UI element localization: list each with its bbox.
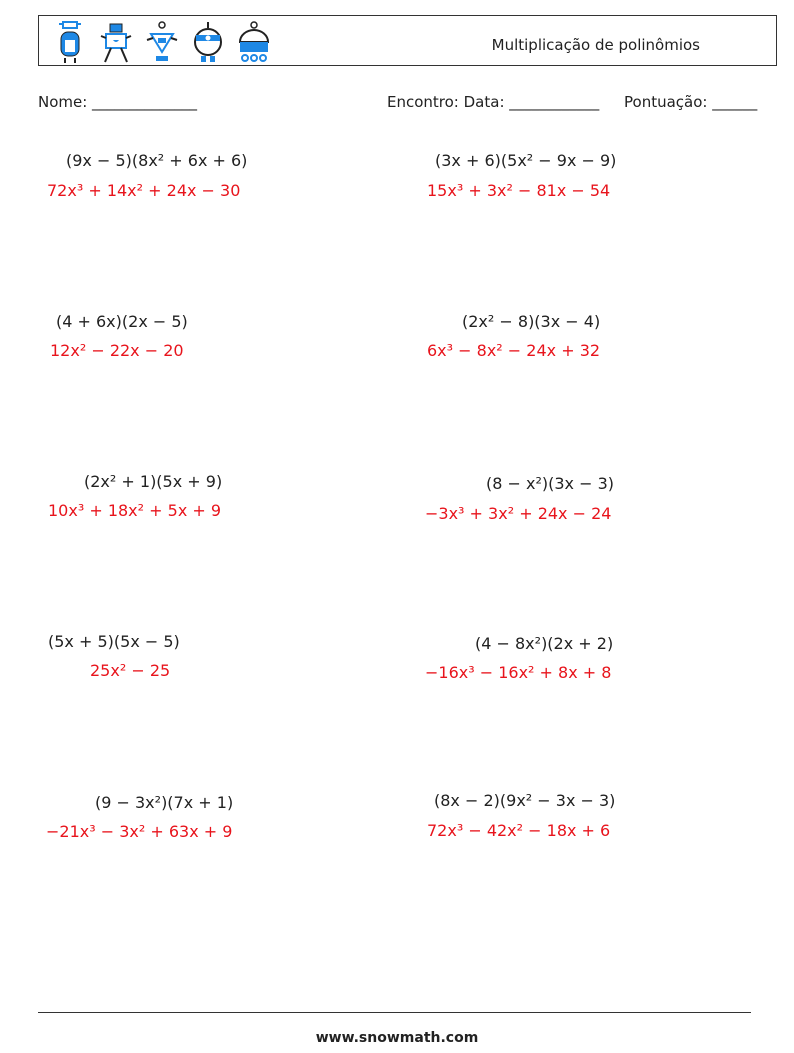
robot-icon	[145, 20, 179, 64]
problem-question: (8x − 2)(9x² − 3x − 3)	[434, 791, 616, 810]
problem-answer: −3x³ + 3x² + 24x − 24	[425, 504, 612, 523]
problem-answer: 12x² − 22x − 20	[50, 341, 184, 360]
robot-icon	[53, 20, 87, 64]
footer-divider	[38, 1012, 751, 1013]
robot-icon	[191, 20, 225, 64]
problem-answer: 72x³ − 42x² − 18x + 6	[427, 821, 611, 840]
problem-question: (9x − 5)(8x² + 6x + 6)	[66, 151, 248, 170]
problem-answer: 6x³ − 8x² − 24x + 32	[427, 341, 601, 360]
problem-question: (9 − 3x²)(7x + 1)	[95, 793, 234, 812]
problem-question: (4 + 6x)(2x − 5)	[56, 312, 188, 331]
problem-question: (2x² + 1)(5x + 9)	[84, 472, 223, 491]
problem-answer: 25x² − 25	[90, 661, 171, 680]
robot-icon	[237, 20, 271, 64]
problem-question: (5x + 5)(5x − 5)	[48, 632, 180, 651]
footer-url[interactable]: www.snowmath.com	[315, 1030, 479, 1046]
problem-question: (4 − 8x²)(2x + 2)	[475, 634, 614, 653]
robot-icons	[53, 20, 271, 64]
problem-answer: 15x³ + 3x² − 81x − 54	[427, 181, 611, 200]
problem-answer: −16x³ − 16x² + 8x + 8	[425, 663, 612, 682]
problem-question: (8 − x²)(3x − 3)	[486, 474, 615, 493]
worksheet-header	[38, 15, 777, 66]
problem-answer: 10x³ + 18x² + 5x + 9	[48, 501, 222, 520]
session-date-field: Encontro: Data: ____________	[387, 93, 600, 111]
problem-question: (3x + 6)(5x² − 9x − 9)	[435, 151, 617, 170]
worksheet-title: Multiplicação de polinômios	[491, 36, 700, 54]
robot-icon	[99, 20, 133, 64]
problem-answer: 72x³ + 14x² + 24x − 30	[47, 181, 241, 200]
score-field: Pontuação: ______	[624, 93, 758, 111]
problem-question: (2x² − 8)(3x − 4)	[462, 312, 601, 331]
name-field: Nome: ______________	[38, 93, 198, 111]
problem-answer: −21x³ − 3x² + 63x + 9	[46, 822, 233, 841]
